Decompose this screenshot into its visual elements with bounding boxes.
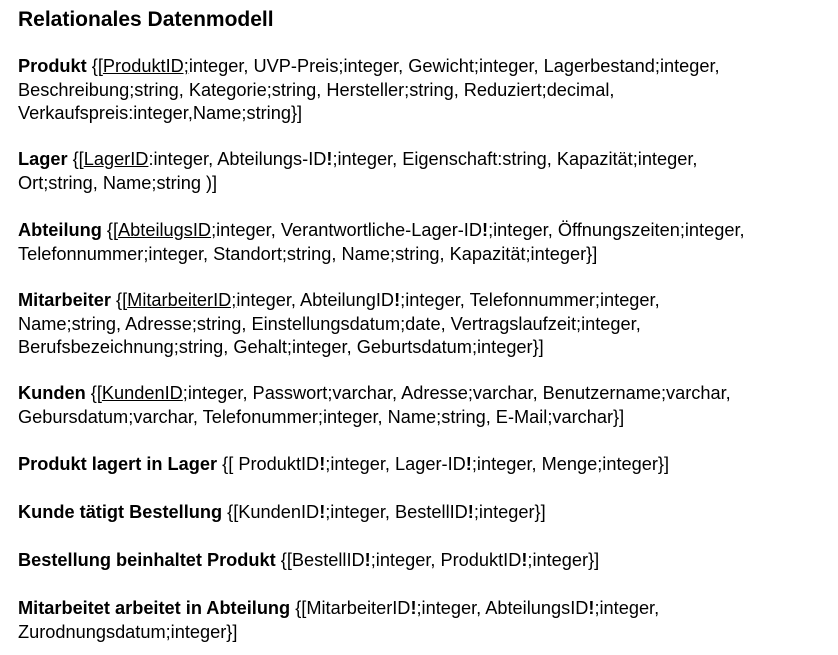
schema-line: [18, 501, 833, 525]
schema-line: [18, 453, 833, 477]
schema-text: {[: [86, 56, 103, 76]
schema-line: [18, 549, 833, 573]
schema-line: [18, 79, 833, 103]
schema-text: ;integer}]: [473, 502, 546, 522]
entity-name: Mitarbeiter: [18, 290, 111, 310]
foreign-key-marker: !: [588, 598, 595, 618]
entity-name: Lager: [18, 149, 68, 169]
foreign-key-marker: !: [319, 502, 326, 522]
entity-name: Produkt: [18, 56, 87, 76]
schema-text: {[ ProduktID: [217, 454, 320, 474]
entity-name: Mitarbeitet arbeitet in Abteilung: [18, 598, 291, 618]
primary-key: AbteilugsID: [118, 220, 212, 240]
schema-text: ;integer, Lager-ID: [325, 454, 466, 474]
schema-text: Beschreibung;string, Kategorie;string, Hersteller;string, Reduziert;decimal,: [18, 79, 615, 100]
schema-line: [18, 382, 833, 406]
foreign-key-marker: !: [364, 550, 371, 570]
schema-line: [18, 55, 833, 79]
schema-text: :integer, Abteilungs-ID: [148, 149, 327, 169]
entity-name: Bestellung beinhaltet Produkt: [18, 550, 276, 570]
schema-text: {[MitarbeiterID: [290, 598, 411, 618]
schema-text: ;integer,: [594, 598, 660, 618]
entity-name: Abteilung: [18, 220, 102, 240]
schema-entry: [18, 148, 833, 195]
schema-line: [18, 289, 833, 313]
schema-line: [18, 313, 833, 337]
schema-text: ;integer, Menge;integer}]: [471, 454, 670, 474]
foreign-key-marker: !: [482, 220, 489, 240]
schema-text: integer, UVP-Preis;integer, Gewicht;integer, Lagerbestand;integer,: [188, 56, 720, 76]
schema-entry: [18, 289, 833, 360]
schema-text: Berufsbezeichnung;string, Gehalt;integer, Geburtsdatum;integer}]: [18, 337, 544, 357]
primary-key: KundenID: [101, 383, 183, 403]
schema-entry: [18, 219, 833, 266]
foreign-key-marker: !: [465, 454, 472, 474]
schema-line: [18, 172, 833, 196]
primary-key: ProduktID;: [102, 56, 189, 76]
foreign-key-marker: !: [521, 550, 528, 570]
schema-text: ;integer, Verantwortliche-Lager-ID: [211, 220, 482, 240]
schema-line: [18, 219, 833, 243]
schema-entry: [18, 453, 833, 477]
foreign-key-marker: !: [319, 454, 326, 474]
primary-key: LagerID: [83, 149, 149, 169]
schema-text: {[: [67, 149, 84, 169]
schema-entry: [18, 382, 833, 429]
schema-text: ;integer, Telefonnummer;integer,: [400, 290, 660, 310]
schema-entry: [18, 597, 833, 644]
foreign-key-marker: !: [467, 502, 474, 522]
schema-line: [18, 148, 833, 172]
schema-text: {[BestellID: [275, 550, 365, 570]
schema-text: Telefonnummer;integer, Standort;string, Name;string, Kapazität;integer}]: [18, 243, 598, 264]
schema-text: ;integer, Passwort;varchar, Adresse;varchar, Benutzername;varchar,: [182, 383, 731, 403]
schema-text: {[: [85, 383, 102, 403]
foreign-key-marker: !: [394, 290, 401, 310]
schema-line: [18, 336, 833, 360]
schema-text: Verkaufspreis:integer,Name;string}]: [18, 103, 303, 123]
schema-line: [18, 243, 833, 267]
schema-text: ;integer, Öffnungszeiten;integer,: [488, 220, 745, 240]
schema-line: [18, 406, 833, 430]
entity-name: Kunde tätigt Bestellung: [18, 502, 223, 522]
schema-text: {[: [101, 220, 119, 240]
document-page: [18, 0, 838, 655]
page-title: Relationales Datenmodell: [18, 8, 274, 31]
schema-text: ;integer, ProduktID: [370, 550, 522, 570]
foreign-key-marker: !: [410, 598, 417, 618]
foreign-key-marker: !: [326, 149, 333, 169]
schema-text: ;integer, BestellID: [325, 502, 468, 522]
schema-line: [18, 597, 833, 621]
schema-entry: [18, 501, 833, 525]
schema-text: Gebursdatum;varchar, Telefonummer;integer, Name;string, E-Mail;varchar}]: [18, 406, 625, 427]
schema-text: ;integer}]: [527, 550, 600, 570]
schema-text: ;integer, AbteilungsID: [416, 598, 589, 618]
schema-line: [18, 621, 833, 645]
schema-text: Zurodnungsdatum;integer}]: [18, 621, 238, 642]
schema-entry: [18, 55, 833, 126]
schema-text: Ort;string, Name;string )]: [18, 172, 218, 193]
entity-name: Produkt lagert in Lager: [18, 454, 218, 474]
schema-text: Name;string, Adresse;string, Einstellungsdatum;date, Vertragslaufzeit;integer,: [18, 313, 641, 334]
schema-text: {[KundenID: [222, 502, 320, 522]
schema-text: integer, AbteilungID: [236, 290, 395, 310]
schema-text: ;integer, Eigenschaft:string, Kapazität;integer,: [332, 149, 698, 169]
entity-name: Kunden: [18, 383, 86, 403]
schema-text: {[: [110, 290, 128, 310]
schema-entry: [18, 549, 833, 573]
primary-key: MitarbeiterID;: [127, 290, 237, 310]
schema-line: [18, 102, 833, 126]
